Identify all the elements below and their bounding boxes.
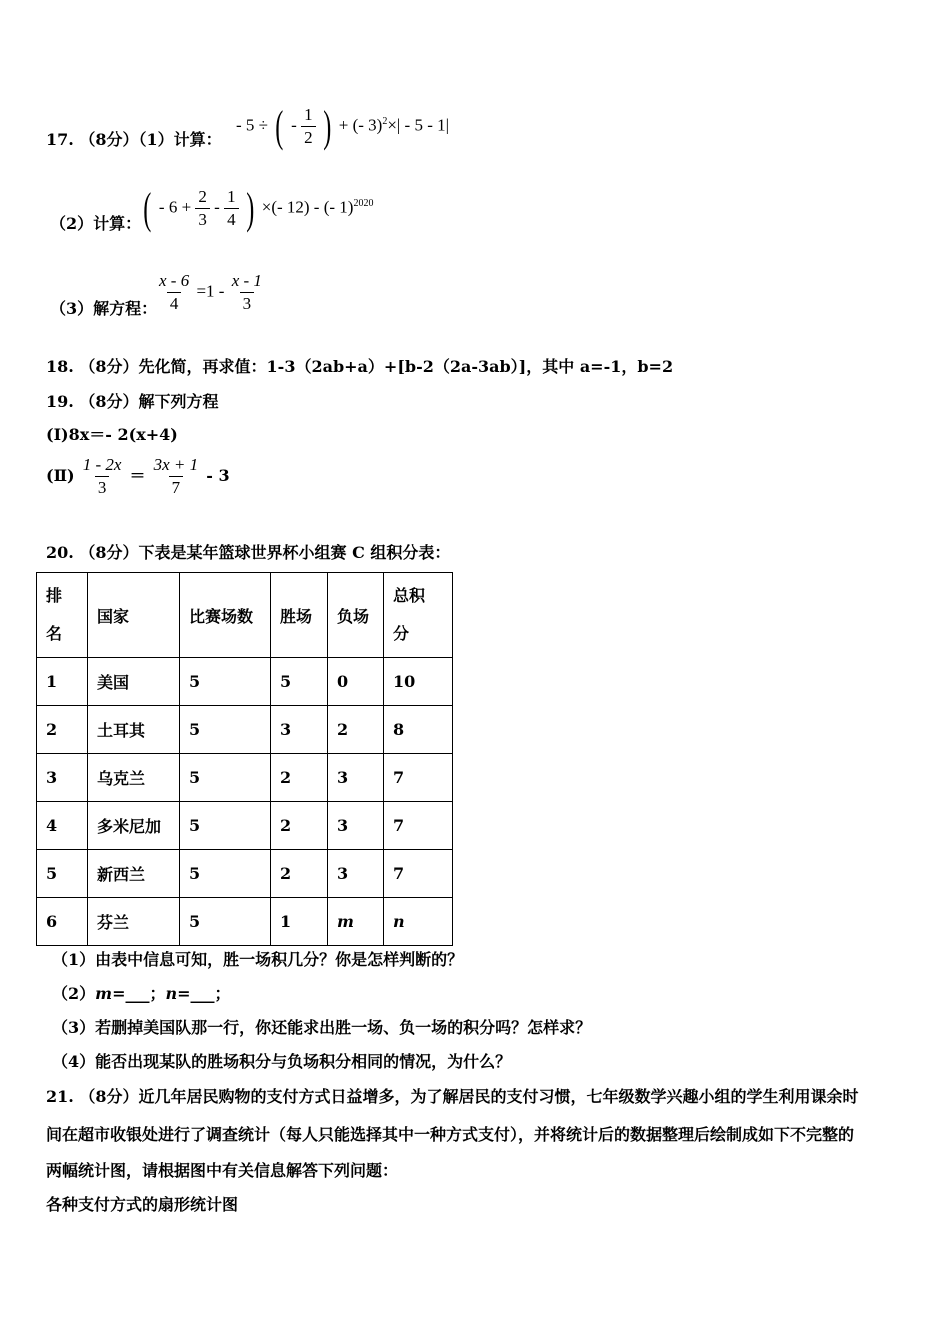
cell-games: 5 — [180, 754, 271, 802]
cell-rank: 4 — [37, 802, 88, 850]
q17-expr1-tail: + (- 3) — [338, 115, 383, 135]
cell-country: 多米尼加 — [88, 802, 180, 850]
cell-rank: 2 — [37, 706, 88, 754]
header-rank: 排名 — [37, 573, 88, 658]
q17-expr3-n1: x - 6 — [159, 271, 190, 290]
q21-caption: 各种支付方式的扇形统计图 — [46, 1195, 239, 1214]
q19-eq: ＝ — [129, 466, 146, 485]
cell-points: n — [384, 898, 453, 946]
cell-points: 7 — [384, 754, 453, 802]
cell-country: 美国 — [88, 658, 180, 706]
cell-losses: 3 — [328, 802, 384, 850]
table-row — [37, 658, 453, 706]
q17-expr2-frac2 — [224, 186, 239, 231]
cell-points: 7 — [384, 850, 453, 898]
q20-sub4: （4）能否出现某队的胜场积分与负场积分相同的情况，为什么？ — [52, 1052, 512, 1071]
table-row — [37, 898, 453, 946]
q17-expr2-n2: 1 — [227, 187, 236, 206]
cell-losses: 3 — [328, 754, 384, 802]
cell-wins: 2 — [271, 754, 328, 802]
header-games: 比赛场数 — [180, 573, 271, 658]
q17-expr2: ( - 6 + $\frac{2}{3}$ - $\frac{1}{4}$ ) ×(- 12) - (- 1)$^{2020}$ — [143, 183, 374, 233]
q17-expr1-exp: 2 — [382, 115, 388, 127]
cell-country: 芬兰 — [88, 898, 180, 946]
q17-expr2-lead: - 6 + — [158, 197, 192, 217]
q17-expr3-d2: 3 — [240, 292, 255, 315]
q17-label: 17. （8分）（1）计算： — [46, 130, 222, 149]
cell-points: 7 — [384, 802, 453, 850]
q19-d2: 7 — [169, 476, 184, 499]
cell-losses: 3 — [328, 850, 384, 898]
q19-part2-label: (Ⅱ) — [46, 466, 75, 485]
cell-losses: 2 — [328, 706, 384, 754]
q19-frac2 — [151, 454, 202, 499]
q17-part2-label: （2）计算： — [50, 214, 142, 233]
q19-part1: (Ⅰ)8x＝- 2(x+4) — [46, 425, 178, 444]
q19-text: 19. （8分）解下列方程 — [46, 392, 219, 411]
q17-expr1-sign: - — [291, 115, 297, 135]
table-row — [37, 802, 453, 850]
q20-sub3: （3）若删掉美国队那一行，你还能求出胜一场、负一场的积分吗？怎样求？ — [52, 1018, 592, 1037]
table-row — [37, 754, 453, 802]
cell-rank: 3 — [37, 754, 88, 802]
q20-sub1: （1）由表中信息可知，胜一场积几分？你是怎样判断的？ — [52, 950, 464, 969]
table-row — [37, 706, 453, 754]
q17-expr1-num: 1 — [304, 105, 313, 124]
cell-wins: 3 — [271, 706, 328, 754]
q21-line3: 两幅统计图，请根据图中有关信息解答下列问题： — [46, 1161, 399, 1180]
q17-expr1-tail2: ×| - 5 - 1| — [387, 115, 450, 135]
cell-country: 新西兰 — [88, 850, 180, 898]
q17-expr1-fraction — [301, 104, 316, 149]
cell-points: 10 — [384, 658, 453, 706]
q19-n2: 3x + 1 — [153, 455, 199, 474]
q17-expr3-d1: 4 — [167, 292, 182, 315]
q17-part3-label: （3）解方程： — [50, 299, 158, 318]
cell-rank: 6 — [37, 898, 88, 946]
q17-expr3-frac2 — [229, 270, 265, 315]
q17-expr3-n2: x - 1 — [231, 271, 262, 290]
cell-points: 8 — [384, 706, 453, 754]
cell-losses: m — [328, 898, 384, 946]
cell-losses: 0 — [328, 658, 384, 706]
header-losses: 负场 — [328, 573, 384, 658]
cell-games: 5 — [180, 658, 271, 706]
q17-expr2-frac1 — [195, 186, 210, 231]
header-country: 国家 — [88, 573, 180, 658]
q17-expr3 — [156, 270, 265, 315]
q19-n1: 1 - 2x — [82, 455, 122, 474]
q17-expr1-den: 2 — [301, 126, 316, 149]
q19-part2 — [46, 454, 230, 499]
q19-d1: 3 — [95, 476, 110, 499]
cell-country: 土耳其 — [88, 706, 180, 754]
cell-games: 5 — [180, 850, 271, 898]
cell-games: 5 — [180, 802, 271, 850]
q18-text: 18. （8分）先化简，再求值：1-3（2ab+a）+[b-2（2a-3ab）]，其中 a=-1，b=2 — [46, 357, 674, 376]
q17-expr2-d1: 3 — [195, 208, 210, 231]
cell-games: 5 — [180, 898, 271, 946]
q17-expr2-tail: ×(- 12) - (- 1) — [261, 197, 354, 217]
cell-wins: 1 — [271, 898, 328, 946]
q19-frac1 — [80, 454, 125, 499]
cell-wins: 2 — [271, 850, 328, 898]
cell-rank: 5 — [37, 850, 88, 898]
table-row — [37, 850, 453, 898]
q17-expr2-n1: 2 — [198, 187, 207, 206]
cell-rank: 1 — [37, 658, 88, 706]
q17-expr1: - 5 ÷ ( - $\frac{1}{2}$ ) + (- 3)$^2$×| - 5 - 1| — [236, 101, 450, 151]
q20-text: 20. （8分）下表是某年篮球世界杯小组赛 C 组积分表： — [46, 543, 451, 562]
q17-expr2-d2: 4 — [224, 208, 239, 231]
q17-expr1-lead: - 5 ÷ — [236, 115, 268, 135]
q19-tail: - 3 — [206, 466, 230, 485]
q20-sub2: （2）m=___；n=___； — [52, 984, 231, 1003]
cell-wins: 2 — [271, 802, 328, 850]
q17-expr2-mid: - — [214, 197, 220, 217]
q21-line2: 间在超市收银处进行了调查统计（每人只能选择其中一种方式支付），并将统计后的数据整理后绘制成如下不完整的 — [46, 1125, 855, 1144]
score-table — [36, 572, 453, 946]
cell-games: 5 — [180, 706, 271, 754]
header-points: 总积分 — [384, 573, 453, 658]
cell-wins: 5 — [271, 658, 328, 706]
q17-expr2-exp: 2020 — [353, 197, 374, 209]
table-header-row — [37, 573, 453, 658]
cell-country: 乌克兰 — [88, 754, 180, 802]
header-wins: 胜场 — [271, 573, 328, 658]
q21-line1: 21. （8分）近几年居民购物的支付方式日益增多，为了解居民的支付习惯，七年级数学兴趣小组的学生利用课余时 — [46, 1087, 859, 1106]
q17-expr3-mid: =1 - — [196, 281, 225, 301]
q17-expr3-frac1 — [156, 270, 192, 315]
